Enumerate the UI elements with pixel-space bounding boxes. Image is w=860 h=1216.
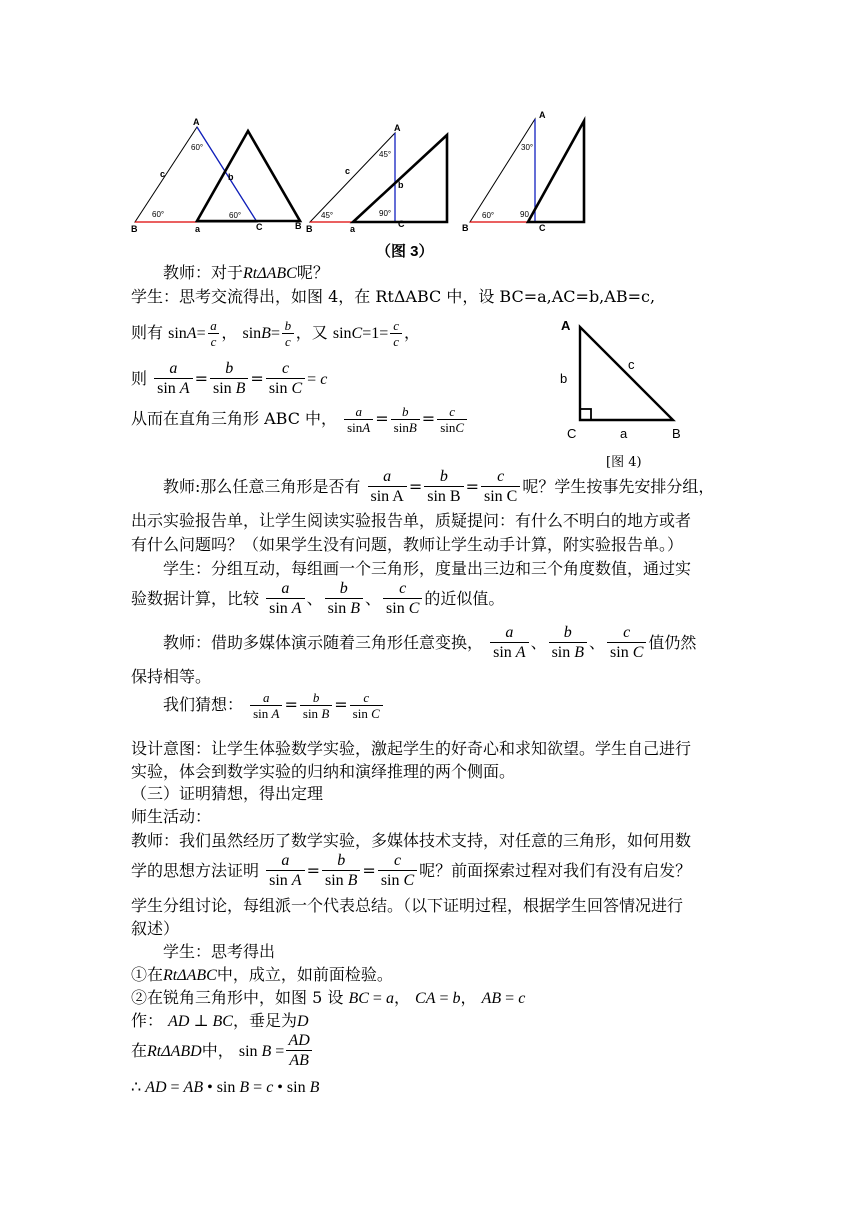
fig3-t1-A: A bbox=[193, 117, 200, 127]
line-question: 有什么问题吗？（如果学生没有问题，教师让学生动手计算，附实验报告单。） bbox=[131, 535, 684, 554]
line-discussion: 学生分组讨论，每组派一个代表总结。（以下证明过程，根据学生回答情况进行 bbox=[131, 896, 684, 915]
fig3-t2-angA: 45° bbox=[379, 150, 392, 159]
fig3-t3-angC: 90 bbox=[520, 210, 529, 219]
line-keep-equal: 保持相等。 bbox=[131, 667, 212, 686]
fig4-C: C bbox=[567, 426, 577, 441]
fig4-a: a bbox=[620, 426, 628, 441]
line-narrate: 叙述） bbox=[131, 919, 180, 938]
line-teacher-prove: 教师：我们虽然经历了数学实验，多媒体技术支持，对任意的三角形，如何用数 bbox=[131, 831, 692, 850]
fig3-t3-B: B bbox=[462, 223, 469, 233]
fig3-t2-angB: 45° bbox=[321, 211, 334, 220]
fig3-t1-a: a bbox=[195, 224, 201, 234]
line-sinB: 在RtΔABD中， sin B = $\frac{AD}{AB}$ bbox=[131, 1032, 314, 1071]
fig4-triangle bbox=[580, 327, 673, 420]
fig3-t1-angB: 60° bbox=[152, 210, 165, 219]
fig3-t3-angA: 30° bbox=[521, 143, 534, 152]
line-perpendicular: 作： AD ⊥ BC，垂足为D bbox=[131, 1011, 309, 1030]
line-teacher-rt: 教师：对于RtΔABC呢？ bbox=[163, 263, 329, 282]
line-student-result: 学生：思考得出 bbox=[163, 942, 276, 961]
fig3-t2-c: c bbox=[345, 166, 351, 176]
line-report: 出示实验报告单，让学生阅读实验报告单，质疑提问：有什么不明白的地方或者 bbox=[131, 511, 692, 530]
line-right-triangle: 从而在直角三角形 ABC 中， $\frac{a}{\sin A}$ = $\frac{b}{\sin B}$ = $\frac{c}{\sin C}$ bbox=[131, 404, 469, 435]
fig3-bold-triangle-2 bbox=[353, 135, 447, 222]
fig3-t3-C: C bbox=[539, 223, 546, 233]
line-prove-method: 学的思想方法证明 $\frac{a}{\text{sin A}}$ = $\frac{b}{\text{sin B}}$ = $\frac{c}{\text{sin C}}$ 呢？前面探索过程对我们有没有启发？ bbox=[131, 852, 692, 889]
line-AD-result: ∴ AD = AB • sin B = c • sin B bbox=[131, 1079, 320, 1096]
line-teacher-any: 教师:那么任意三角形是否有 $\frac{a}{\text{sin A}}$ = $\frac{b}{\text{sin B}}$ = $\frac{c}{\text{sin C}}$ 呢？学生按事先安排分组， bbox=[163, 468, 715, 505]
line-case-acute: ②在锐角三角形中，如图 5 设 BC = a， CA = b， AB = c bbox=[131, 988, 526, 1007]
fig3-t2-b: b bbox=[398, 180, 404, 190]
fig3-triangle-3 bbox=[470, 119, 535, 222]
fig4-right-angle bbox=[580, 409, 591, 420]
fig4-A: A bbox=[561, 318, 571, 333]
line-activity: 师生活动： bbox=[131, 807, 212, 826]
figure-3 bbox=[125, 105, 600, 235]
fig3-bold-triangle-3 bbox=[528, 121, 584, 222]
fig3-t2-angC: 90° bbox=[379, 209, 392, 218]
line-teacher-media: 教师：借助多媒体演示随着三角形任意变换， $\frac{a}{\text{sin A}}$ 、 $\frac{b}{\text{sin B}}$ 、 $\frac{c}{\text{sin C}}$ 值仍然 bbox=[163, 624, 697, 661]
fig3-t1-angC: 60° bbox=[229, 211, 242, 220]
fig4-b: b bbox=[560, 371, 568, 386]
line-student-think: 学生：思考交流得出，如图 4，在 RtΔABC 中，设 BC=a,AC=b,AB=c, bbox=[131, 287, 656, 306]
line-conjecture: 我们猜想： $\frac{a}{\text{sin A}}$ = $\frac{b}{\text{sin B}}$ = $\frac{c}{\text{sin C}}$ bbox=[163, 690, 385, 721]
line-design-intent: 设计意图：让学生体验数学实验，激起学生的好奇心和求知欲望。学生自己进行 bbox=[131, 739, 692, 758]
line-student-group: 学生：分组互动，每组画一个三角形，度量出三边和三个角度数值，通过实 bbox=[163, 559, 692, 578]
fig3-t1-b: b bbox=[228, 172, 234, 182]
line-sin-defs: 则有 sinA= $\frac{a}{c}$ ， sinB= $\frac{b}{c}$ ，又 sinC=1= $\frac{c}{c}$ ， bbox=[131, 318, 421, 349]
fig3-t1-C: C bbox=[256, 222, 263, 232]
fig3-t1-B: B bbox=[131, 224, 138, 234]
fig3-t3-A: A bbox=[539, 110, 546, 120]
fig3-t2-a: a bbox=[350, 224, 356, 234]
fig3-t1-c: c bbox=[160, 169, 166, 179]
fig3-t2-C: C bbox=[398, 219, 405, 229]
section-heading-prove: （三）证明猜想，得出定理 bbox=[131, 784, 324, 803]
fig3-t1-angA: 60° bbox=[191, 143, 204, 152]
figure-3-caption: （图 3） bbox=[376, 243, 434, 260]
fig3-t2-A: A bbox=[394, 123, 401, 133]
fig4-B: B bbox=[672, 426, 681, 441]
fig3-t1-B2: B bbox=[295, 221, 302, 231]
line-ratio-c: 则 $\frac{a}{\text{sin A}}$ = $\frac{b}{\text{sin B}}$ = $\frac{c}{\text{sin C}}$ = c bbox=[131, 360, 328, 397]
fig4-c: c bbox=[628, 357, 635, 372]
line-experiment: 实验，体会到数学实验的归纳和演绎推理的两个侧面。 bbox=[131, 762, 516, 781]
fig3-t2-B: B bbox=[306, 224, 313, 234]
line-compare: 验数据计算，比较 $\frac{a}{\text{sin A}}$ 、 $\frac{b}{\text{sin B}}$ 、 $\frac{c}{\text{sin C}}$ 的近似值。 bbox=[131, 580, 505, 617]
fig3-t3-angB: 60° bbox=[482, 211, 495, 220]
fig3-triangle-1 bbox=[135, 127, 257, 222]
figure-4-caption: [图 4) bbox=[606, 455, 642, 470]
line-case-right: ①在RtΔABC中，成立，如前面检验。 bbox=[131, 965, 393, 984]
figure-4 bbox=[555, 315, 695, 450]
